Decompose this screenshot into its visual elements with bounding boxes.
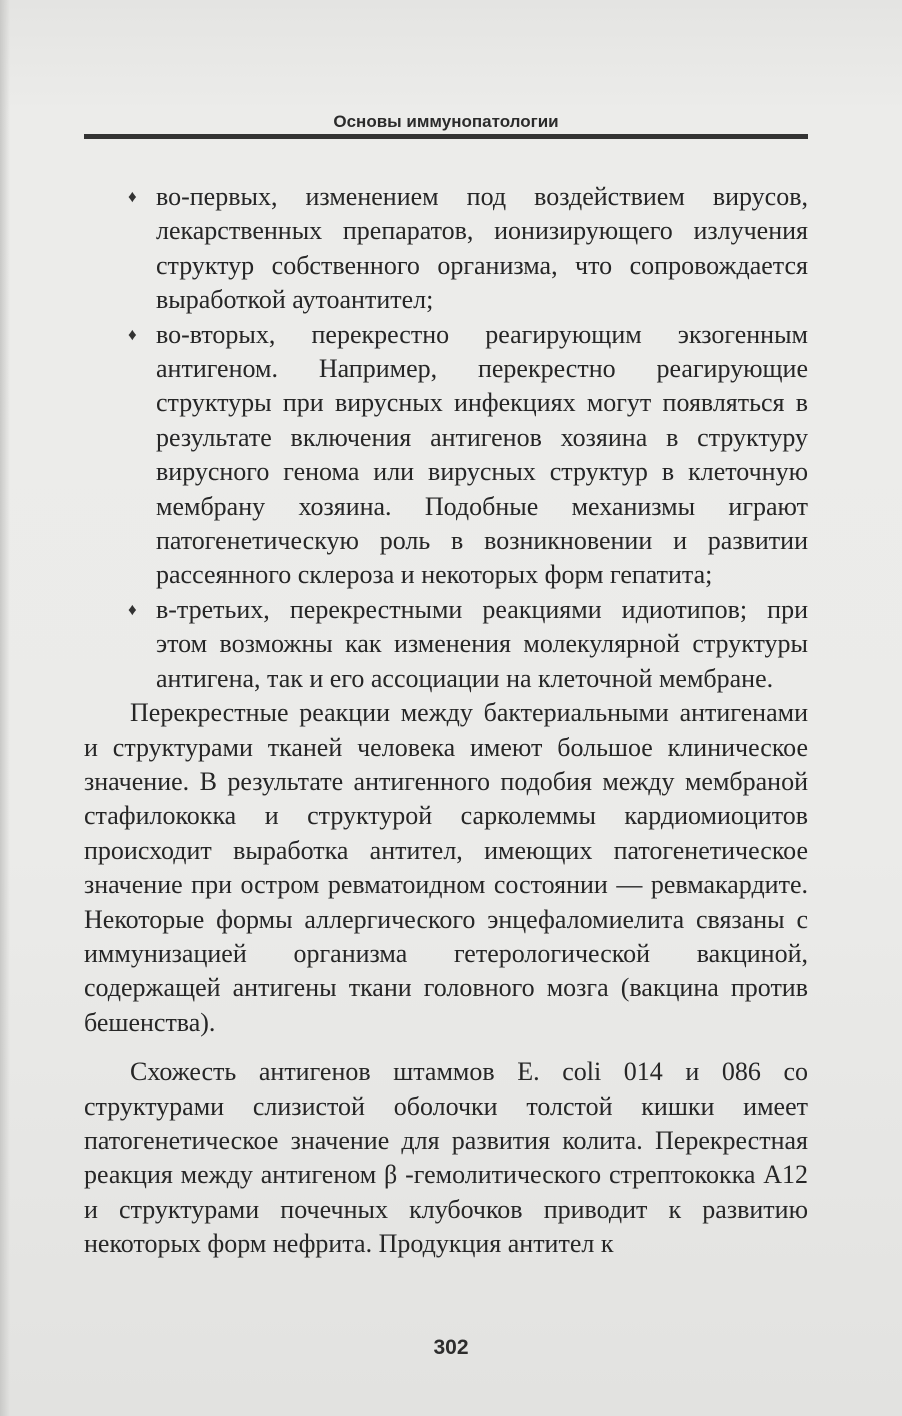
paragraph: Схожесть антигенов штаммов E. coli 014 и 086 со структурами слизистой оболочки толстой кишки имеет патогенетическое значение для развития колита. Перекрестная реакция между антигеном β -гемолитического стрептококка A12 и структурами почечных клубочков приводит к развитию некоторых форм нефрита. Продукция антител к [84, 1057, 808, 1259]
list-item-text: в-третьих, перекрестными реакциями идиотипов; при этом возможны как изменения молекулярной структуры антигена, так и его ассоциации на клеточной мембране. [156, 594, 808, 693]
page-number: 302 [433, 1336, 469, 1359]
bullet-list [84, 180, 808, 696]
list-item [84, 593, 808, 696]
list-item-text: во-вторых, перекрестно реагирующим экзогенным антигеном. Например, перекрестно реагирующие структуры при вирусных инфекциях могут появляться в результате включения антигенов хозяина в структуру вирусного генома или вирусных структур в клеточную мембрану хозяина. Подобные механизмы играют патогенетическую роль в возникновении и развитии рассеянного склероза и некоторых форм гепатита; [156, 319, 808, 590]
diamond-bullet-icon: ♦ [128, 599, 137, 619]
diamond-bullet-icon: ♦ [128, 324, 137, 344]
list-item-text: во-первых, изменением под воздействием вирусов, лекарственных препаратов, ионизирующего излучения структур собственного организма, что сопровождается выработкой аутоантител; [156, 182, 808, 315]
paragraph: Перекрестные реакции между бактериальными антигенами и структурами тканей человека имеют большое клиническое значение. В результате антигенного подобия между мембраной стафилококка и структурой сарколеммы кардиомиоцитов происходит выработка антител, имеющих патогенетическое значение при остром ревматоидном состоянии — ревмакардите. Некоторые формы аллергического энцефаломиелита связаны с иммунизацией организма гетерологической вакциной, содержащей антигены ткани головного мозга (вакцина против бешенства). [84, 698, 808, 1037]
main-text [84, 180, 808, 1262]
list-item [84, 318, 808, 593]
running-header: Основы иммунопатологии [333, 112, 559, 131]
list-item [84, 180, 808, 318]
diamond-bullet-icon: ♦ [128, 187, 137, 206]
page-edge-shadow [0, 0, 10, 1416]
header-rule [84, 134, 808, 139]
